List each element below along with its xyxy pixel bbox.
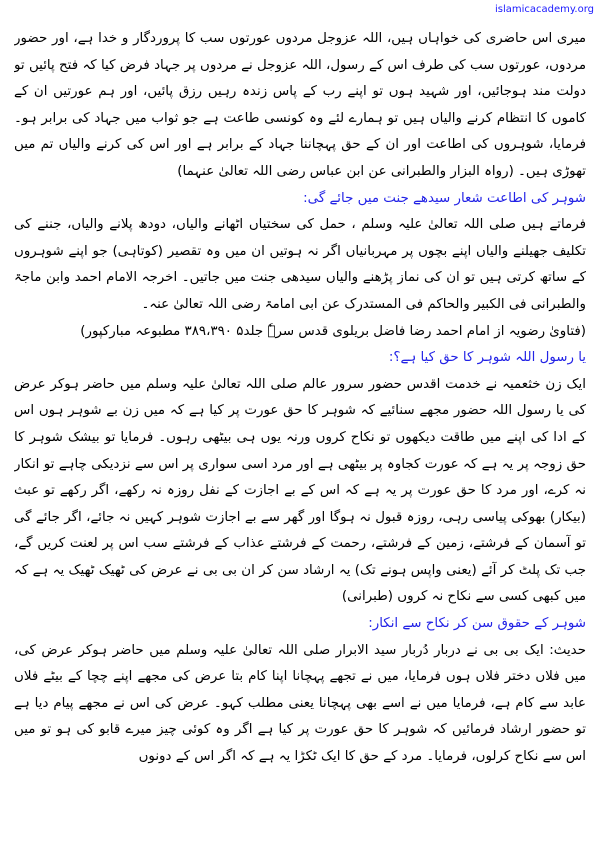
paragraph-obedience: فرماتے ہیں صلی اللہ تعالیٰ علیہ وسلم ، حمل کی سختیاں اٹھانے والیاں، دودھ پلانے والیاں، جننے کی تکلیف جھیلنے والیاں اپنے بچوں پر مہربانیاں اگر نہ ہوتیں ان میں وہ تقصیر (کوتاہی) جو اپنے شوہروں کے ساتھ کرتی ہیں تو ان کی نماز پڑھنے والیاں سیدھی جنت میں جاتیں۔ اخرجہ الامام احمد وابن ماجۃ والطبرانی فی الکبیر والحاکم فی المستدرک عن ابی امامۃ رضی اللہ تعالیٰ عنہ۔	[14, 217, 586, 312]
paragraph-intro: میری اس حاضری کی خواہاں ہیں، اللہ عزوجل مردوں عورتوں سب کا پروردگار و خدا ہے، اور حضور مردوں، عورتوں سب کی طرف اس کے رسول، اللہ عزوجل نے مردوں پر جہاد فرض کیا کہ فتح پائیں تو دولت مند ہوجائیں، اور شہید ہوں تو اپنے رب کے پاس زندہ رہیں رزق پائیں، اور ہم عورتیں ان کے کاموں کا انتظام کرنے والیاں ہیں تو ہمارے لئے وہ کونسی طاعت ہے جو ثواب میں جہاد کی برابر ہو۔ فرمایا، شوہروں کی اطاعت اور ان کے حق پہچاننا جہاد کے برابر ہے اور اس کی کرنے والیاں تم میں تھوڑی ہیں۔ (رواہ البزار والطبرانی عن ابن عباس رضی اللہ تعالیٰ عنہما)	[14, 31, 586, 179]
paragraph-husband-right: ایک زن خثعمیہ نے خدمت اقدس حضور سرور عالم صلی اللہ تعالیٰ علیہ وسلم میں حاضر ہوکر عرض کی یا رسول اللہ حضور مجھے سنائیے کہ شوہر کا حق عورت پر کیا ہے کہ میں زن بے شوہر ہوں اس کے ادا کی اپنے میں طاقت دیکھوں تو نکاح کروں ورنہ یوں ہی بیٹھی رہوں۔ فرمایا تو بیشک شوہر کا حق زوجہ پر یہ ہے کہ عورت کجاوہ پر بیٹھی ہے اور مرد اسی سواری پر اس سے نزدیکی چاہے تو انکار نہ کرے، اور مرد کا حق عورت پر یہ ہے کہ اس کے بے اجازت کے نفل روزہ نہ رکھے، اگر رکھے تو عبث (بیکار) بھوکی پیاسی رہی، روزہ قبول نہ ہوگا اور گھر سے بے اجازت شوہر کہیں نہ جائے، اگر جائے گی تو آسمان کے فرشتے، زمین کے فرشتے، رحمت کے فرشتے عذاب کے فرشتے سب اس پر لعنت کریں گے، جب تک پلٹ کر آئے (یعنی واپس ہونے تک) یہ ارشاد سن کر ان بی بی نے عرض کی ٹھیک ٹھیک یہ ہے کہ میں کبھی کسی سے نکاح نہ کروں (طبرانی)	[14, 376, 586, 605]
site-url[interactable]: islamicacademy.org	[495, 4, 594, 15]
reference-fatawa: (فتاویٰ رضویہ از امام احمد رضا فاضل بریلوی قدس سرہٗ جلد۵ ۳۸۹،۳۹۰ مطبوعہ مبارکپور)	[80, 323, 586, 339]
section-heading-husband-right: یا رسول اللہ شوہر کا حق کیا ہے؟:	[388, 350, 586, 366]
paragraph-refusal: حدیث: ایک بی بی نے دربار دُربار سید الابرار صلی اللہ تعالیٰ علیہ وسلم میں حاضر ہوکر عرض کی، میں فلاں دختر فلاں ہوں فرمایا، میں نے تجھے پہچانا اپنا کام بتا عرض کی مجھے اپنے چچا کے بیٹے فلاں عابد سے کام ہے، فرمایا میں نے اسے بھی پہچانا یعنی مطلب کہو۔ عرض کی اس نے مجھے پیام دیا ہے تو حضور ارشاد فرمائیں کہ شوہر کا حق عورت پر کیا ہے اگر وہ کوئی چیز میرے قابو کی ہو تو میں اس سے نکاح کرلوں، فرمایا۔ مرد کے حق کا ایک ٹکڑا یہ ہے کہ اگر اس کے دونوں	[14, 642, 586, 765]
section-heading-obedience: شوہر کی اطاعت شعار سیدھے جنت میں جائے گی:	[303, 190, 586, 206]
document-page	[14, 26, 586, 866]
section-heading-refusal: شوہر کے حقوق سن کر نکاح سے انکار:	[368, 616, 586, 632]
